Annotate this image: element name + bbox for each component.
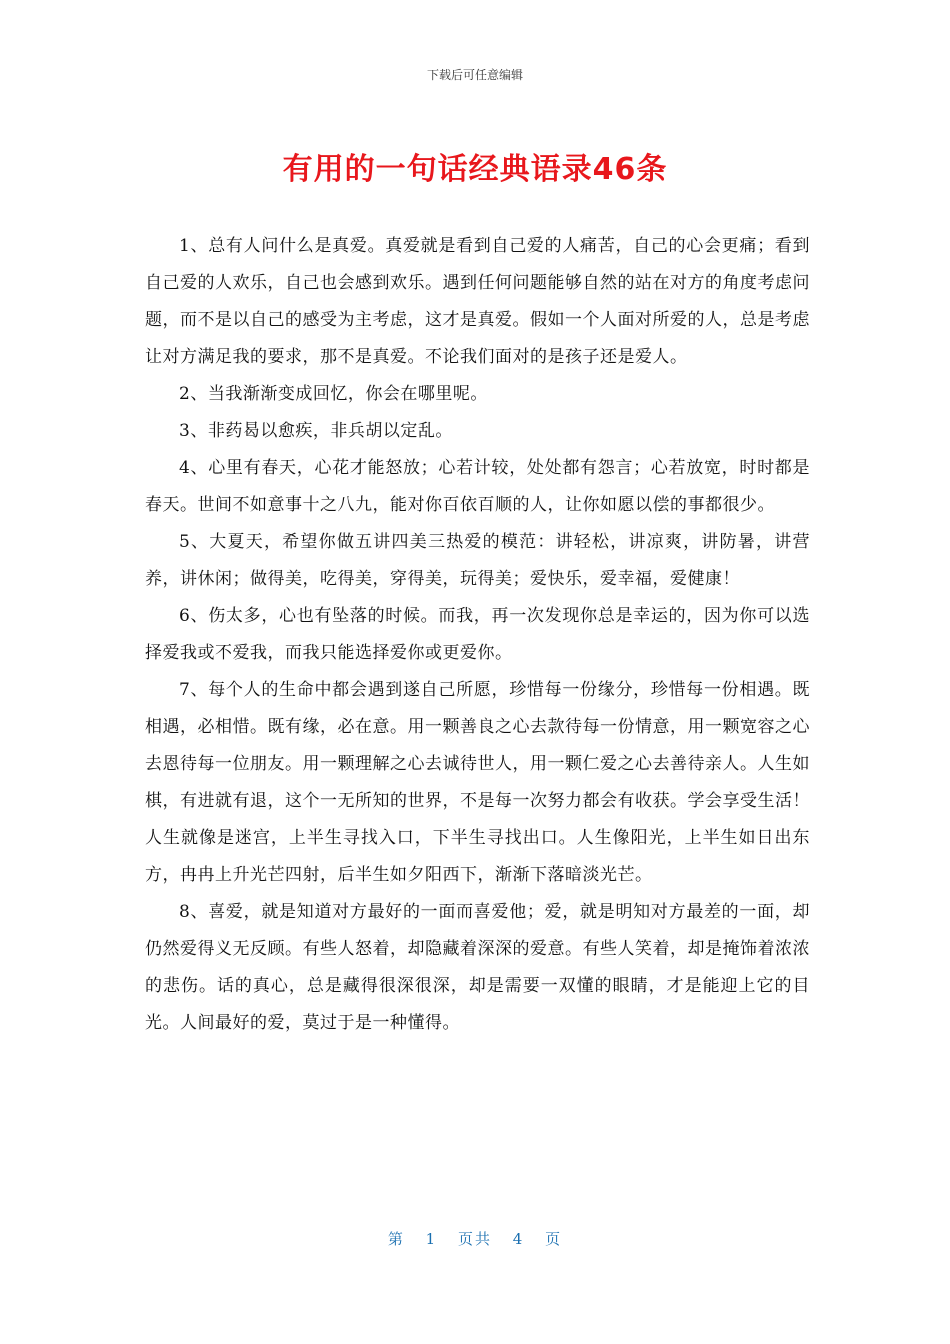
document-title: 有用的一句话经典语录46条 xyxy=(282,152,668,187)
paragraph-3: 3、非药曷以愈疾，非兵胡以定乱。 xyxy=(179,421,453,441)
paragraph-8: 8、喜爱，就是知道对方最好的一面而喜爱他；爱，就是明知对方最差的一面，却仍然爱得义无反顾。有些人怒着，却隐藏着深深的爱意。有些人笑着，却是掩饰着浓浓的悲伤。话的真心，总是藏得很深很深，却是需要一双懂的眼睛，才是能迎上它的目光。人间最好的爱，莫过于是一种懂得。 xyxy=(145,902,810,1033)
paragraph-1: 1、总有人问什么是真爱。真爱就是看到自己爱的人痛苦，自己的心会更痛；看到自己爱的人欢乐，自己也会感到欢乐。遇到任何问题能够自然的站在对方的角度考虑问题，而不是以自己的感受为主考虑，这才是真爱。假如一个人面对所爱的人，总是考虑让对方满足我的要求，那不是真爱。不论我们面对的是孩子还是爱人。 xyxy=(145,236,810,367)
document-body xyxy=(145,228,810,1042)
page-header: 下载后可任意编辑 xyxy=(426,68,523,82)
paragraph-7: 7、每个人的生命中都会遇到遂自己所愿，珍惜每一份缘分，珍惜每一份相遇。既相遇，必相惜。既有缘，必在意。用一颗善良之心去款待每一份情意，用一颗宽容之心去恩待每一位朋友。用一颗理解之心去诚待世人，用一颗仁爱之心去善待亲人。人生如棋，有进就有退，这个一无所知的世界，不是每一次努力都会有收获。学会享受生活！人生就像是迷宫，上半生寻找入口，下半生寻找出口。人生像阳光，上半生如日出东方，冉冉上升光芒四射，后半生如夕阳西下，渐渐下落暗淡光芒。 xyxy=(145,680,810,885)
paragraph-2: 2、当我渐渐变成回忆，你会在哪里呢。 xyxy=(179,384,488,404)
page-footer: 第 1 页共 4 页 xyxy=(387,1230,563,1248)
paragraph-5: 5、大夏天，希望你做五讲四美三热爱的模范：讲轻松，讲凉爽，讲防暑，讲营养，讲休闲；做得美，吃得美，穿得美，玩得美；爱快乐，爱幸福，爱健康！ xyxy=(145,532,810,589)
paragraph-6: 6、伤太多，心也有坠落的时候。而我，再一次发现你总是幸运的，因为你可以选择爱我或不爱我，而我只能选择爱你或更爱你。 xyxy=(145,606,810,663)
paragraph-4: 4、心里有春天，心花才能怒放；心若计较，处处都有怨言；心若放宽，时时都是春天。世间不如意事十之八九，能对你百依百顺的人，让你如愿以偿的事都很少。 xyxy=(145,458,810,515)
